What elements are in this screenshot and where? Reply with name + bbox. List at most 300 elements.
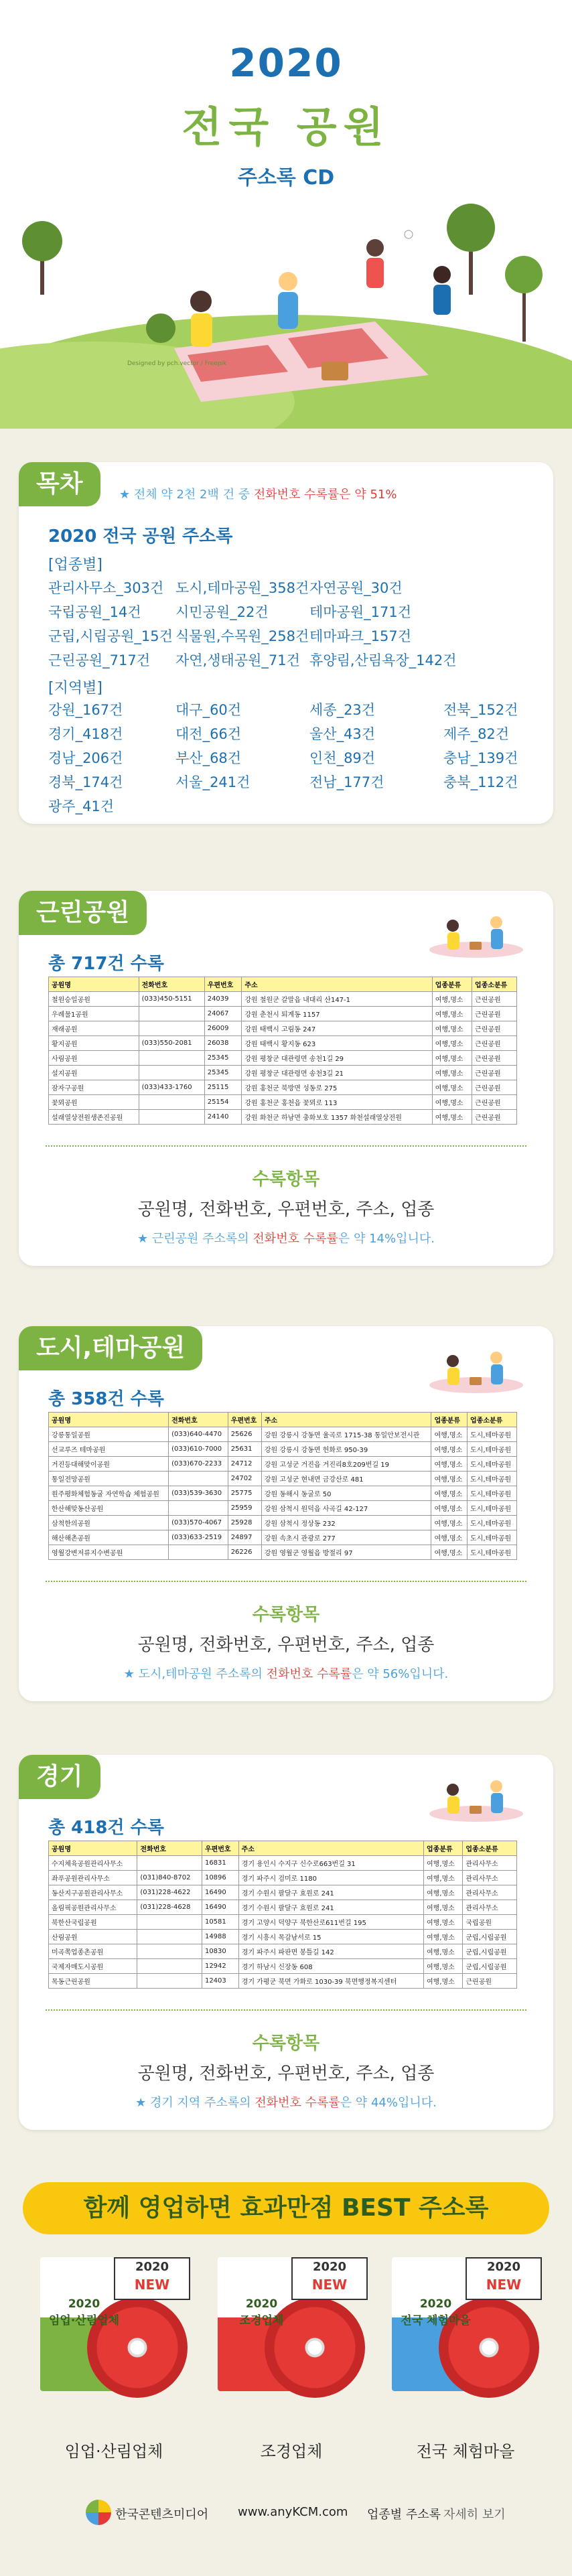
table-cell: [137, 1974, 202, 1989]
table-cell: 경기 수원시 팔달구 효원로 241: [238, 1900, 423, 1915]
sample-table: [48, 977, 517, 1125]
table-cell: 24702: [228, 1472, 261, 1486]
table-cell: 여행,명소: [431, 1427, 468, 1442]
toc-region-item: 충북_112건: [443, 774, 518, 790]
table-row: [49, 1021, 517, 1036]
column-header: 공원명: [49, 1841, 137, 1856]
table-cell: (033)610-7000: [169, 1442, 228, 1457]
table-cell: 경기 파주시 검미로 1180: [238, 1871, 423, 1885]
table-cell: 여행,명소: [424, 1856, 463, 1871]
table-cell: 도시,테마공원: [468, 1516, 517, 1530]
table-row: [49, 1095, 517, 1110]
address-book-link[interactable]: 업종별 주소록: [367, 2508, 441, 2522]
product-card[interactable]: [40, 2257, 188, 2418]
table-cell: 도시,테마공원: [468, 1486, 517, 1501]
table-cell: 근린공원: [472, 1066, 517, 1080]
table-cell: (031)228-4628: [137, 1900, 202, 1915]
table-cell: 도시,테마공원: [468, 1545, 517, 1560]
table-cell: 동산지구공원관리사무소: [49, 1885, 137, 1900]
table-cell: 강원 화천군 하남면 충화보호 1357 화천설래열상전원: [242, 1110, 432, 1125]
table-cell: 12942: [202, 1959, 238, 1974]
column-header: 업종소분류: [463, 1841, 517, 1856]
section-count: 총 358건 수록: [48, 1389, 164, 1409]
table-cell: 경기 용인시 수지구 신수로663번길 31: [238, 1856, 423, 1871]
table-cell: 군립,시립공원: [463, 1959, 517, 1974]
section-note: ★ 경기 지역 주소록의 전화번호 수록률은 약 44%입니다.: [135, 2096, 437, 2110]
promo-footer: [0, 2492, 572, 2532]
table-cell: 강원 삼척시 원덕읍 사곡길 42-127: [261, 1501, 431, 1516]
column-header: 업종분류: [432, 977, 472, 992]
product-cover-title: 2020 조경업체: [239, 2297, 284, 2328]
toc-card: [19, 462, 553, 824]
product-label[interactable]: 임업·산림업체: [64, 2442, 163, 2461]
toc-region-item: 경북_174건: [48, 774, 123, 790]
section-label: 근린공원: [19, 891, 147, 935]
section-count: 총 717건 수록: [48, 954, 164, 974]
table-cell: 여행,명소: [424, 1900, 463, 1915]
column-header: 업종소분류: [472, 977, 517, 992]
table-cell: [139, 1095, 204, 1110]
toc-region-item: 강원_167건: [48, 702, 123, 718]
table-cell: 25775: [228, 1486, 261, 1501]
column-header: 주소: [242, 977, 432, 992]
table-cell: 관리사무소: [463, 1885, 517, 1900]
table-cell: 관리사무소: [463, 1900, 517, 1915]
toc-type-item: 관리사무소_303건: [48, 580, 164, 596]
table-cell: 국립공원: [463, 1915, 517, 1930]
table-cell: 군립,시립공원: [463, 1930, 517, 1944]
section-note: ★ 근린공원 주소록의 전화번호 수록률은 약 14%입니다.: [137, 1232, 435, 1246]
table-cell: 강원 홍천군 북방면 성동로 275: [242, 1080, 432, 1095]
table-cell: 여행,명소: [424, 1944, 463, 1959]
table-cell: 강원 삼척시 정상동 232: [261, 1516, 431, 1530]
column-header: 공원명: [49, 977, 139, 992]
section-divider: [46, 1581, 526, 1582]
table-row: [49, 1900, 517, 1915]
table-cell: 북한산국립공원: [49, 1915, 137, 1930]
table-cell: 강원 평창군 대관령면 송천3길 21: [242, 1066, 432, 1080]
table-cell: 선교루즈 테마공원: [49, 1442, 169, 1457]
table-cell: [139, 1051, 204, 1066]
table-cell: (033)433-1760: [139, 1080, 204, 1095]
table-cell: 10581: [202, 1915, 238, 1930]
column-header: 업종소분류: [468, 1413, 517, 1427]
table-cell: 근린공원: [472, 992, 517, 1007]
hero-watermark: Designed by pch.vector / Freepik: [127, 360, 227, 367]
table-cell: 여행,명소: [432, 1051, 472, 1066]
table-row: [49, 1457, 517, 1472]
column-header: 업종분류: [431, 1413, 468, 1427]
table-cell: 철원승일공원: [49, 992, 139, 1007]
table-cell: 영월강변저류지수변공원: [49, 1545, 169, 1560]
fields-title: 수록항목: [252, 1169, 320, 1190]
table-cell: 여행,명소: [431, 1442, 468, 1457]
table-cell: 경기 하남시 신장동 608: [238, 1959, 423, 1974]
table-header-row: [49, 1841, 517, 1856]
table-cell: 여행,명소: [431, 1457, 468, 1472]
table-row: [49, 1066, 517, 1080]
table-row: [49, 1110, 517, 1125]
table-row: [49, 992, 517, 1007]
toc-title: 2020 전국 공원 주소록: [48, 526, 233, 547]
table-cell: 관리사무소: [463, 1871, 517, 1885]
column-header: 우편번호: [228, 1413, 261, 1427]
table-cell: [137, 1856, 202, 1871]
table-row: [49, 1856, 517, 1871]
table-cell: 26009: [204, 1021, 242, 1036]
sample-table: [48, 1841, 517, 1989]
table-cell: 강원 강릉시 강동면 율곡로 1715-38 통일안보전시관: [261, 1427, 431, 1442]
toc-type-item: 테마공원_171건: [309, 604, 412, 620]
table-cell: 여행,명소: [424, 1871, 463, 1885]
table-cell: 25959: [228, 1501, 261, 1516]
table-cell: 해산해촌공원: [49, 1530, 169, 1545]
column-header: 공원명: [49, 1413, 169, 1427]
toc-by-type-list: [48, 577, 457, 670]
table-header-row: [49, 977, 517, 992]
table-cell: 강원 영월군 영월읍 방절리 97: [261, 1545, 431, 1560]
product-cover-title: 2020 임업·산림업체: [49, 2297, 119, 2328]
table-cell: 원주평화체험동굴 자연학습 체험공원: [49, 1486, 169, 1501]
table-cell: [137, 1959, 202, 1974]
section-count: 총 418건 수록: [48, 1818, 164, 1838]
fields-list: 공원명, 전화번호, 우편번호, 주소, 업종: [137, 2064, 435, 2084]
table-cell: 도시,테마공원: [468, 1457, 517, 1472]
toc-label: 목차: [19, 462, 100, 506]
table-cell: 재래공원: [49, 1021, 139, 1036]
table-cell: 25154: [204, 1095, 242, 1110]
table-cell: 경기 고양시 덕양구 북한산로611번길 195: [238, 1915, 423, 1930]
table-cell: 여행,명소: [432, 1110, 472, 1125]
section-note: ★ 도시,테마공원 주소록의 전화번호 수록률은 약 56%입니다.: [123, 1667, 449, 1681]
picnic-icon: [426, 1341, 526, 1394]
table-cell: 여행,명소: [424, 1930, 463, 1944]
table-cell: 꽃뫼공원: [49, 1095, 139, 1110]
table-row: [49, 1944, 517, 1959]
table-cell: 26038: [204, 1036, 242, 1051]
table-row: [49, 1472, 517, 1486]
toc-region-item: 울산_43건: [309, 726, 376, 742]
promo-banner: 함께 영업하면 효과만점 BEST 주소록: [23, 2182, 549, 2234]
table-cell: 25115: [204, 1080, 242, 1095]
table-cell: 설지공원: [49, 1066, 139, 1080]
toc-type-item: 휴양림,산림욕장_142건: [309, 652, 457, 668]
table-cell: (033)570-4067: [169, 1516, 228, 1530]
section-divider: [46, 2009, 526, 2011]
table-cell: [137, 1944, 202, 1959]
column-header: 전화번호: [139, 977, 204, 992]
new-badge: 2020 NEW: [114, 2257, 190, 2300]
table-cell: 여행,명소: [424, 1885, 463, 1900]
table-cell: 10896: [202, 1871, 238, 1885]
table-row: [49, 1051, 517, 1066]
table-cell: 국제자매도시공원: [49, 1959, 137, 1974]
table-row: [49, 1486, 517, 1501]
table-cell: 24039: [204, 992, 242, 1007]
toc-region-item: 전북_152건: [443, 702, 518, 718]
table-cell: 경기 시흥시 목감남서로 15: [238, 1930, 423, 1944]
table-cell: 강원 동해시 동굴로 50: [261, 1486, 431, 1501]
table-cell: 경기 수원시 팔달구 효원로 241: [238, 1885, 423, 1900]
section-card: [19, 1755, 553, 2130]
toc-region-item: 서울_241건: [175, 774, 251, 790]
table-cell: (033)550-2081: [139, 1036, 204, 1051]
toc-region-item: 세종_23건: [309, 702, 376, 718]
fields-title: 수록항목: [252, 1605, 320, 1625]
table-cell: 통일전망공원: [49, 1472, 169, 1486]
table-cell: 여행,명소: [432, 1007, 472, 1021]
table-cell: 24140: [204, 1110, 242, 1125]
table-cell: 근린공원: [472, 1080, 517, 1095]
table-cell: 황지공원: [49, 1036, 139, 1051]
table-cell: 산림공원: [49, 1930, 137, 1944]
product-card[interactable]: [392, 2257, 539, 2418]
table-cell: 25345: [204, 1051, 242, 1066]
column-header: 주소: [261, 1413, 431, 1427]
table-cell: 도시,테마공원: [468, 1472, 517, 1486]
toc-type-item: 근린공원_717건: [48, 652, 151, 668]
table-cell: 근린공원: [463, 1974, 517, 1989]
fields-title: 수록항목: [252, 2033, 320, 2054]
table-row: [49, 1915, 517, 1930]
table-cell: 근린공원: [472, 1051, 517, 1066]
hero-banner: [0, 0, 572, 429]
sample-table: [48, 1412, 517, 1560]
toc-type-item: 국립공원_14건: [48, 604, 141, 620]
table-cell: 25928: [228, 1516, 261, 1530]
table-row: [49, 1516, 517, 1530]
column-header: 전화번호: [169, 1413, 228, 1427]
new-badge: 2020 NEW: [291, 2257, 368, 2300]
table-cell: 24712: [228, 1457, 261, 1472]
table-row: [49, 1427, 517, 1442]
table-row: [49, 1501, 517, 1516]
table-row: [49, 1930, 517, 1944]
column-header: 업종분류: [424, 1841, 463, 1856]
table-cell: 여행,명소: [424, 1959, 463, 1974]
hero-year: 2020: [229, 40, 343, 86]
table-cell: 잠자구공원: [49, 1080, 139, 1095]
table-cell: 근린공원: [472, 1095, 517, 1110]
table-cell: [139, 1066, 204, 1080]
table-cell: 25631: [228, 1442, 261, 1457]
table-cell: 삼척한의공원: [49, 1516, 169, 1530]
table-cell: 도시,테마공원: [468, 1427, 517, 1442]
table-row: [49, 1871, 517, 1885]
product-cover-title: 2020 전국 체험마을: [401, 2297, 471, 2328]
table-row: [49, 1530, 517, 1545]
product-label[interactable]: 전국 체험마을: [416, 2442, 515, 2461]
toc-by-type-label: [업종별]: [48, 557, 102, 573]
table-cell: (031)840-8702: [137, 1871, 202, 1885]
fields-list: 공원명, 전화번호, 우편번호, 주소, 업종: [137, 1200, 435, 1220]
promo-section: [0, 2170, 572, 2576]
table-cell: 여행,명소: [431, 1516, 468, 1530]
table-cell: 도시,테마공원: [468, 1530, 517, 1545]
table-cell: (033)640-4470: [169, 1427, 228, 1442]
table-cell: 강원 태백시 황지동 623: [242, 1036, 432, 1051]
toc-type-item: 군립,시립공원_15건: [48, 628, 173, 644]
table-cell: 14988: [202, 1930, 238, 1944]
column-header: 주소: [238, 1841, 423, 1856]
hero-subtitle: 주소록 CD: [237, 166, 335, 190]
table-cell: 설래열상전원생존진공원: [49, 1110, 139, 1125]
toc-region-item: 경남_206건: [48, 750, 123, 766]
table-cell: (031)228-4622: [137, 1885, 202, 1900]
product-label[interactable]: 조경업체: [260, 2442, 323, 2461]
picnic-icon: [426, 1770, 526, 1823]
table-cell: 강릉통일공원: [49, 1427, 169, 1442]
column-header: 우편번호: [202, 1841, 238, 1856]
table-cell: 강원 춘천시 퇴계동 1157: [242, 1007, 432, 1021]
table-cell: 여행,명소: [432, 1021, 472, 1036]
table-header-row: [49, 1413, 517, 1427]
toc-type-item: 테마파크_157건: [309, 628, 412, 644]
column-header: 전화번호: [137, 1841, 202, 1856]
table-cell: 여행,명소: [432, 1095, 472, 1110]
table-cell: 근린공원: [472, 1110, 517, 1125]
section-card: [19, 891, 553, 1266]
column-header: 우편번호: [204, 977, 242, 992]
toc-region-item: 부산_68건: [175, 750, 242, 766]
table-cell: 강원 고성군 현내면 금강산로 481: [261, 1472, 431, 1486]
table-cell: [169, 1472, 228, 1486]
hero-title: 전국 공원: [182, 102, 390, 151]
new-badge: 2020 NEW: [466, 2257, 542, 2300]
table-cell: 강원 평창군 대관령면 송천1길 29: [242, 1051, 432, 1066]
table-cell: 10830: [202, 1944, 238, 1959]
toc-note: ★ 전체 약 2천 2백 건 중 전화번호 수록률은 약 51%: [119, 488, 397, 502]
table-cell: 여행,명소: [424, 1974, 463, 1989]
toc-region-item: 인천_89건: [309, 750, 376, 766]
table-cell: 한산해맞동산공원: [49, 1501, 169, 1516]
toc-region-item: 대전_66건: [175, 726, 242, 742]
table-cell: 미곡쪽업종촌공원: [49, 1944, 137, 1959]
toc-type-item: 자연공원_30건: [309, 580, 403, 596]
toc-region-item: 대구_60건: [175, 702, 242, 718]
table-cell: [137, 1915, 202, 1930]
table-cell: 군립,시립공원: [463, 1944, 517, 1959]
section-divider: [46, 1145, 526, 1147]
table-cell: [169, 1545, 228, 1560]
table-cell: 여행,명소: [431, 1486, 468, 1501]
table-cell: (033)539-3630: [169, 1486, 228, 1501]
table-cell: 16831: [202, 1856, 238, 1871]
toc-region-item: 전남_177건: [309, 774, 384, 790]
toc-type-item: 시민공원_22건: [175, 604, 269, 620]
toc-region-item: 제주_82건: [443, 726, 510, 742]
table-cell: 24897: [228, 1530, 261, 1545]
toc-region-item: 충남_139건: [443, 750, 518, 766]
table-cell: 강원 고성군 거진읍 거진리8호209번길 19: [261, 1457, 431, 1472]
table-cell: 여행,명소: [432, 1036, 472, 1051]
table-row: [49, 1959, 517, 1974]
table-cell: 여행,명소: [431, 1472, 468, 1486]
toc-by-region-label: [지역별]: [48, 680, 102, 697]
table-cell: 강원 속초시 관광로 277: [261, 1530, 431, 1545]
table-cell: [139, 1110, 204, 1125]
table-cell: 25345: [204, 1066, 242, 1080]
picnic-icon: [426, 906, 526, 959]
toc-type-item: 자연,생태공원_71건: [175, 652, 300, 668]
table-cell: 경기 파주시 파판면 봉틀길 142: [238, 1944, 423, 1959]
table-cell: 수지체육공원관리사무소: [49, 1856, 137, 1871]
table-cell: 여행,명소: [432, 1080, 472, 1095]
table-row: [49, 1545, 517, 1560]
fields-list: 공원명, 전화번호, 우편번호, 주소, 업종: [137, 1635, 435, 1655]
table-cell: 25626: [228, 1427, 261, 1442]
section-label: 도시,테마공원: [19, 1326, 202, 1370]
table-cell: 24067: [204, 1007, 242, 1021]
table-cell: 16490: [202, 1885, 238, 1900]
table-cell: 여행,명소: [431, 1530, 468, 1545]
section-card: [19, 1326, 553, 1701]
company-logo-icon: [86, 2500, 111, 2525]
more-details-link[interactable]: 자세히 보기: [443, 2508, 506, 2522]
table-row: [49, 1007, 517, 1021]
table-cell: 도시,테마공원: [468, 1442, 517, 1457]
table-cell: 올림픽공원관리사무소: [49, 1900, 137, 1915]
table-cell: 26226: [228, 1545, 261, 1560]
table-cell: 경기 가평군 북면 가화로 1030-39 북면행정복지센터: [238, 1974, 423, 1989]
toc-region-item: 광주_41건: [48, 798, 115, 814]
table-cell: (033)670-2233: [169, 1457, 228, 1472]
park-illustration: [0, 201, 572, 429]
table-cell: 좌푸공원관리사무소: [49, 1871, 137, 1885]
table-cell: 여행,명소: [432, 992, 472, 1007]
table-cell: (033)450-5151: [139, 992, 204, 1007]
table-cell: 여행,명소: [431, 1501, 468, 1516]
table-cell: 근린공원: [472, 1036, 517, 1051]
company-url-link[interactable]: www.anyKCM.com: [238, 2505, 348, 2519]
table-cell: 여행,명소: [432, 1066, 472, 1080]
table-row: [49, 1080, 517, 1095]
toc-type-item: 도시,테마공원_358건: [175, 580, 309, 596]
table-cell: [139, 1007, 204, 1021]
table-row: [49, 1974, 517, 1989]
table-cell: (033)633-2519: [169, 1530, 228, 1545]
table-row: [49, 1036, 517, 1051]
table-cell: 도시,테마공원: [468, 1501, 517, 1516]
table-cell: 근린공원: [472, 1007, 517, 1021]
table-cell: 여행,명소: [424, 1915, 463, 1930]
table-cell: 거진등대해맞이공원: [49, 1457, 169, 1472]
table-row: [49, 1442, 517, 1457]
table-cell: 우례물1공원: [49, 1007, 139, 1021]
table-cell: 여행,명소: [431, 1545, 468, 1560]
table-cell: 12403: [202, 1974, 238, 1989]
table-cell: 16490: [202, 1900, 238, 1915]
table-cell: 근린공원: [472, 1021, 517, 1036]
product-card[interactable]: [218, 2257, 365, 2418]
table-cell: 강원 강릉시 강동면 헌화로 950-39: [261, 1442, 431, 1457]
table-cell: [139, 1021, 204, 1036]
company-name: 한국콘텐츠미디어: [115, 2508, 209, 2522]
table-row: [49, 1885, 517, 1900]
toc-by-region-list: [48, 699, 564, 816]
table-cell: 강원 태백시 고림동 247: [242, 1021, 432, 1036]
table-cell: 강원 홍천군 홍천읍 꽃뫼로 113: [242, 1095, 432, 1110]
table-cell: [169, 1501, 228, 1516]
table-cell: 관리사무소: [463, 1856, 517, 1871]
table-cell: 목동근린공원: [49, 1974, 137, 1989]
table-cell: [137, 1930, 202, 1944]
toc-region-item: 경기_418건: [48, 726, 123, 742]
section-label: 경기: [19, 1755, 100, 1799]
table-cell: 강원 철원군 갈말읍 내대리 산147-1: [242, 992, 432, 1007]
table-cell: 사림공원: [49, 1051, 139, 1066]
toc-type-item: 식물원,수목원_258건: [175, 628, 309, 644]
